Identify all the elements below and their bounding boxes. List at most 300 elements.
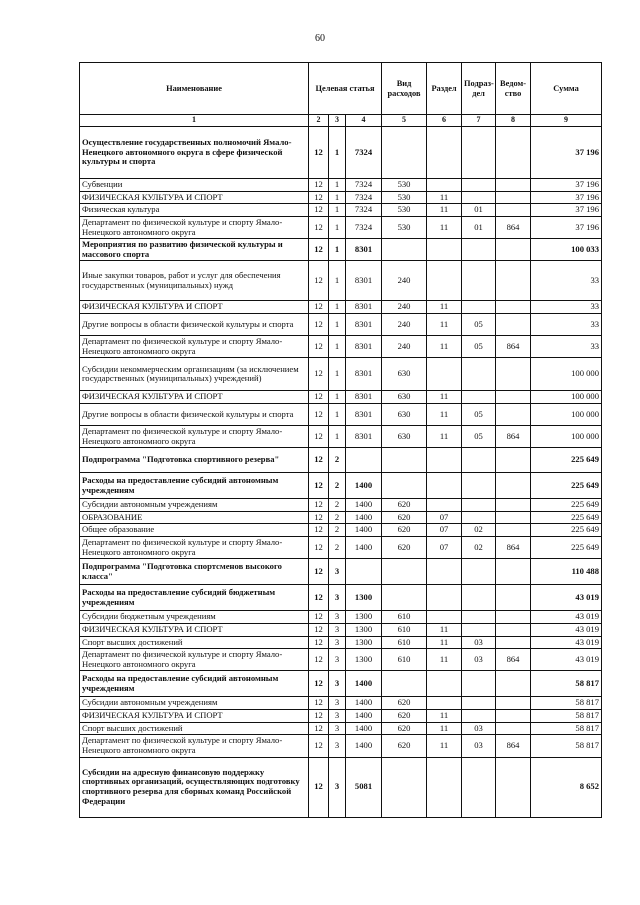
table-row [80,559,602,585]
subsection: 02 [462,537,496,559]
table-row [80,671,602,697]
subsection: 05 [462,314,496,336]
program-code: 12 [309,585,329,611]
table-row [80,623,602,636]
expense-type: 530 [382,204,427,217]
program-code: 12 [309,722,329,735]
expense-type [382,757,427,817]
expense-type [382,585,427,611]
direction-code: 8301 [346,358,382,391]
table-row [80,722,602,735]
column-number: 8 [496,115,531,127]
amount: 43 019 [531,623,602,636]
row-name: Спорт высших достижений [80,722,309,735]
header-name: Наименование [80,63,309,115]
row-name: Подпрограмма "Подготовка спортивного резерва" [80,448,309,473]
department-code [496,473,531,499]
section [427,611,462,624]
subprogram-code: 3 [329,559,346,585]
amount: 58 817 [531,671,602,697]
subprogram-code: 1 [329,239,346,261]
expense-type [382,671,427,697]
department-code: 864 [496,216,531,238]
amount: 100 000 [531,391,602,404]
subprogram-code: 1 [329,403,346,425]
expense-type [382,559,427,585]
subprogram-code: 1 [329,314,346,336]
amount: 33 [531,314,602,336]
header-row [80,63,602,115]
program-code: 12 [309,179,329,192]
section [427,179,462,192]
table-row [80,204,602,217]
row-name: Департамент по физической культуре и спорту Ямало-Ненецкого автономного округа [80,735,309,757]
direction-code [346,559,382,585]
direction-code: 8301 [346,301,382,314]
direction-code: 1300 [346,611,382,624]
subprogram-code: 2 [329,511,346,524]
direction-code: 7324 [346,204,382,217]
amount: 58 817 [531,722,602,735]
section [427,585,462,611]
section: 11 [427,301,462,314]
program-code: 12 [309,448,329,473]
department-code [496,314,531,336]
row-name: ОБРАЗОВАНИЕ [80,511,309,524]
subsection [462,671,496,697]
table-row [80,511,602,524]
table-row [80,448,602,473]
amount: 37 196 [531,216,602,238]
subsection [462,127,496,179]
program-code: 12 [309,611,329,624]
table-row [80,403,602,425]
section: 07 [427,524,462,537]
program-code: 12 [309,403,329,425]
amount: 43 019 [531,585,602,611]
expense-type: 630 [382,425,427,447]
table-row [80,336,602,358]
expense-type: 240 [382,314,427,336]
section: 11 [427,191,462,204]
expense-type [382,473,427,499]
direction-code: 1300 [346,636,382,649]
program-code: 12 [309,649,329,671]
subsection [462,179,496,192]
program-code: 12 [309,757,329,817]
subprogram-code: 1 [329,127,346,179]
expense-type: 530 [382,216,427,238]
table-row [80,524,602,537]
table-row [80,537,602,559]
subsection [462,611,496,624]
row-name: Физическая культура [80,204,309,217]
expense-type [382,448,427,473]
subprogram-code: 3 [329,722,346,735]
program-code: 12 [309,511,329,524]
direction-code: 1400 [346,697,382,710]
amount: 100 000 [531,358,602,391]
section: 07 [427,537,462,559]
direction-code: 8301 [346,261,382,301]
section [427,261,462,301]
program-code: 12 [309,301,329,314]
header-subsection: Подраз-дел [462,63,496,115]
column-number: 1 [80,115,309,127]
table-row [80,636,602,649]
section [427,757,462,817]
subsection: 02 [462,524,496,537]
row-name: Иные закупки товаров, работ и услуг для обеспечения государственных (муниципальных) нужд [80,261,309,301]
expense-type: 620 [382,697,427,710]
department-code [496,623,531,636]
direction-code: 8301 [346,391,382,404]
subprogram-code: 3 [329,757,346,817]
subprogram-code: 2 [329,537,346,559]
row-name: Субвенции [80,179,309,192]
table-body [80,127,602,818]
subprogram-code: 1 [329,425,346,447]
direction-code: 1400 [346,499,382,512]
section: 11 [427,391,462,404]
subprogram-code: 3 [329,671,346,697]
subsection [462,623,496,636]
column-number: 9 [531,115,602,127]
program-code: 12 [309,636,329,649]
page-number: 60 [315,33,325,44]
program-code: 12 [309,710,329,723]
program-code: 12 [309,735,329,757]
subsection [462,710,496,723]
amount: 110 488 [531,559,602,585]
amount: 58 817 [531,735,602,757]
row-name: Субсидии бюджетным учреждениям [80,611,309,624]
row-name: Расходы на предоставление субсидий бюджетным учреждениям [80,585,309,611]
program-code: 12 [309,425,329,447]
amount: 225 649 [531,537,602,559]
expense-type: 620 [382,537,427,559]
department-code [496,391,531,404]
section: 11 [427,623,462,636]
subsection [462,585,496,611]
amount: 33 [531,261,602,301]
subprogram-code: 1 [329,204,346,217]
subsection: 03 [462,722,496,735]
section: 11 [427,636,462,649]
section: 07 [427,511,462,524]
expense-type: 630 [382,358,427,391]
header-expense-type: Вид расходов [382,63,427,115]
expense-type: 630 [382,391,427,404]
expense-type: 530 [382,191,427,204]
department-code [496,559,531,585]
subsection [462,448,496,473]
section: 11 [427,336,462,358]
section [427,671,462,697]
direction-code: 8301 [346,403,382,425]
department-code [496,757,531,817]
program-code: 12 [309,261,329,301]
department-code: 864 [496,336,531,358]
section [427,499,462,512]
row-name: ФИЗИЧЕСКАЯ КУЛЬТУРА И СПОРТ [80,301,309,314]
direction-code: 7324 [346,127,382,179]
subprogram-code: 3 [329,697,346,710]
row-name: Департамент по физической культуре и спорту Ямало-Ненецкого автономного округа [80,336,309,358]
row-name: Субсидии автономным учреждениям [80,499,309,512]
program-code: 12 [309,524,329,537]
section [427,448,462,473]
row-name: Другие вопросы в области физической культуры и спорта [80,403,309,425]
table-row [80,710,602,723]
section: 11 [427,649,462,671]
subsection: 05 [462,425,496,447]
row-name: Субсидии автономным учреждениям [80,697,309,710]
subprogram-code: 1 [329,261,346,301]
subsection: 05 [462,336,496,358]
program-code: 12 [309,671,329,697]
department-code: 864 [496,425,531,447]
subsection: 01 [462,204,496,217]
row-name: Департамент по физической культуре и спорту Ямало-Ненецкого автономного округа [80,425,309,447]
expense-type: 610 [382,623,427,636]
amount: 225 649 [531,499,602,512]
table-row [80,179,602,192]
department-code [496,301,531,314]
section: 11 [427,314,462,336]
subprogram-code: 3 [329,623,346,636]
program-code: 12 [309,537,329,559]
direction-code: 8301 [346,336,382,358]
row-name: Департамент по физической культуре и спорту Ямало-Ненецкого автономного округа [80,537,309,559]
amount: 37 196 [531,127,602,179]
section [427,559,462,585]
row-name: Департамент по физической культуре и спорту Ямало-Ненецкого автономного округа [80,216,309,238]
table-row [80,239,602,261]
subprogram-code: 2 [329,499,346,512]
subprogram-code: 1 [329,179,346,192]
section: 11 [427,204,462,217]
amount: 43 019 [531,636,602,649]
department-code [496,611,531,624]
column-number: 2 [309,115,329,127]
expense-type: 610 [382,636,427,649]
program-code: 12 [309,204,329,217]
column-number-row [80,115,602,127]
amount: 100 000 [531,403,602,425]
amount: 100 033 [531,239,602,261]
column-number: 6 [427,115,462,127]
row-name: Подпрограмма "Подготовка спортсменов высокого класса" [80,559,309,585]
subsection: 01 [462,216,496,238]
subprogram-code: 2 [329,473,346,499]
subsection [462,261,496,301]
table-row [80,499,602,512]
table-row [80,697,602,710]
row-name: ФИЗИЧЕСКАЯ КУЛЬТУРА И СПОРТ [80,191,309,204]
row-name: Субсидии на адресную финансовую поддержку спортивных организаций, осуществляющих подготовку спортивного резерва для сборных команд Российской Федерации [80,757,309,817]
amount: 100 000 [531,425,602,447]
program-code: 12 [309,697,329,710]
department-code [496,671,531,697]
subprogram-code: 3 [329,710,346,723]
department-code [496,697,531,710]
department-code [496,524,531,537]
department-code [496,358,531,391]
direction-code: 1400 [346,524,382,537]
subsection [462,239,496,261]
table-row [80,391,602,404]
subprogram-code: 1 [329,301,346,314]
program-code: 12 [309,499,329,512]
program-code: 12 [309,314,329,336]
expense-type [382,127,427,179]
department-code [496,722,531,735]
expense-type: 630 [382,403,427,425]
budget-table [79,62,602,818]
direction-code: 7324 [346,179,382,192]
amount: 37 196 [531,191,602,204]
subsection [462,559,496,585]
department-code [496,710,531,723]
header-target: Целевая статья [309,63,382,115]
subprogram-code: 2 [329,448,346,473]
expense-type: 620 [382,524,427,537]
expense-type: 530 [382,179,427,192]
department-code: 864 [496,649,531,671]
subprogram-code: 1 [329,336,346,358]
direction-code: 1400 [346,511,382,524]
column-number: 5 [382,115,427,127]
direction-code: 1400 [346,722,382,735]
expense-type: 620 [382,722,427,735]
program-code: 12 [309,216,329,238]
header-section: Раздел [427,63,462,115]
program-code: 12 [309,391,329,404]
subsection [462,473,496,499]
expense-type: 610 [382,649,427,671]
direction-code: 5081 [346,757,382,817]
subsection [462,358,496,391]
department-code [496,127,531,179]
table-row [80,301,602,314]
direction-code: 1400 [346,473,382,499]
expense-type: 610 [382,611,427,624]
department-code [496,403,531,425]
direction-code: 1300 [346,649,382,671]
program-code: 12 [309,623,329,636]
direction-code: 7324 [346,216,382,238]
department-code [496,261,531,301]
expense-type: 620 [382,735,427,757]
subprogram-code: 3 [329,585,346,611]
section: 11 [427,710,462,723]
department-code [496,448,531,473]
subsection [462,191,496,204]
table-row [80,649,602,671]
table-row [80,585,602,611]
subsection: 03 [462,636,496,649]
direction-code [346,448,382,473]
subsection [462,697,496,710]
program-code: 12 [309,239,329,261]
direction-code: 1300 [346,585,382,611]
header-department: Ведом-ство [496,63,531,115]
subprogram-code: 1 [329,391,346,404]
section: 11 [427,216,462,238]
department-code [496,191,531,204]
direction-code: 8301 [346,425,382,447]
subsection [462,391,496,404]
subprogram-code: 1 [329,216,346,238]
subsection [462,511,496,524]
amount: 225 649 [531,511,602,524]
column-number: 7 [462,115,496,127]
section: 11 [427,403,462,425]
section [427,358,462,391]
direction-code: 1400 [346,671,382,697]
subprogram-code: 3 [329,636,346,649]
expense-type: 620 [382,499,427,512]
row-name: ФИЗИЧЕСКАЯ КУЛЬТУРА И СПОРТ [80,710,309,723]
department-code [496,585,531,611]
table-row [80,127,602,179]
amount: 225 649 [531,473,602,499]
row-name: Мероприятия по развитию физической культуры и массового спорта [80,239,309,261]
subprogram-code: 1 [329,358,346,391]
section [427,239,462,261]
program-code: 12 [309,473,329,499]
department-code [496,239,531,261]
row-name: Субсидии некоммерческим организациям (за исключением государственных (муниципальных) учреждений) [80,358,309,391]
section: 11 [427,425,462,447]
subsection [462,757,496,817]
department-code: 864 [496,735,531,757]
table-row [80,191,602,204]
program-code: 12 [309,336,329,358]
row-name: ФИЗИЧЕСКАЯ КУЛЬТУРА И СПОРТ [80,391,309,404]
amount: 43 019 [531,649,602,671]
amount: 43 019 [531,611,602,624]
amount: 225 649 [531,524,602,537]
department-code [496,636,531,649]
direction-code: 1400 [346,735,382,757]
column-number: 4 [346,115,382,127]
expense-type [382,239,427,261]
subsection: 05 [462,403,496,425]
subprogram-code: 2 [329,524,346,537]
expense-type: 240 [382,301,427,314]
department-code [496,499,531,512]
department-code [496,511,531,524]
subprogram-code: 3 [329,649,346,671]
amount: 37 196 [531,179,602,192]
amount: 33 [531,336,602,358]
table-row [80,735,602,757]
table-row [80,757,602,817]
column-number: 3 [329,115,346,127]
amount: 58 817 [531,710,602,723]
subprogram-code: 3 [329,611,346,624]
department-code: 864 [496,537,531,559]
table-row [80,358,602,391]
subprogram-code: 3 [329,735,346,757]
amount: 8 652 [531,757,602,817]
expense-type: 620 [382,511,427,524]
program-code: 12 [309,358,329,391]
section [427,127,462,179]
direction-code: 1400 [346,710,382,723]
